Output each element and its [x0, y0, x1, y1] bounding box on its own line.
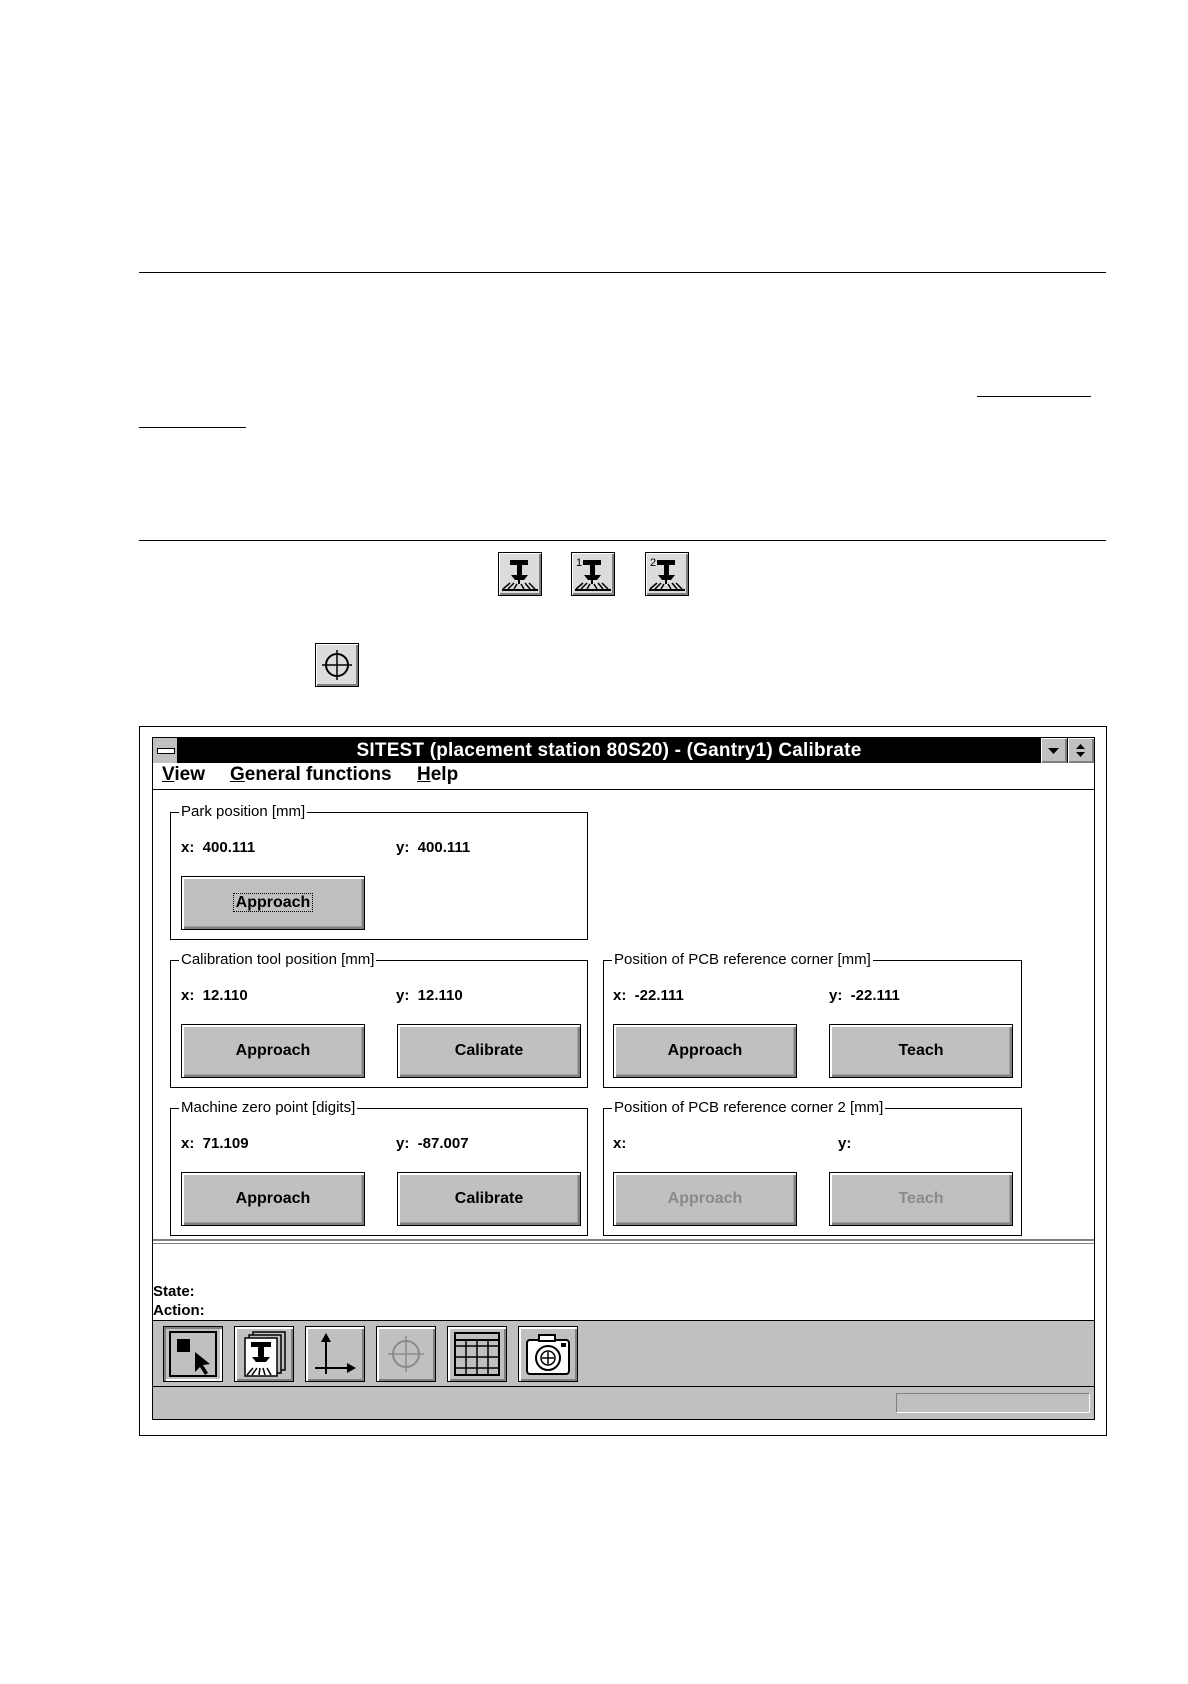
title-bar: [153, 738, 1094, 763]
park-x-value: x: 400.111: [181, 839, 256, 856]
axes-icon: [310, 1330, 360, 1378]
menu-general-label: eneral functions: [244, 764, 392, 785]
gantry-1-icon: [571, 552, 615, 596]
pcb-corner2-y-value: y:: [838, 1135, 852, 1152]
gantry-tool-button[interactable]: [234, 1326, 294, 1382]
machine-zero-approach-button[interactable]: Approach: [181, 1172, 365, 1226]
window-title: SITEST (placement station 80S20) - (Gantry1) Calibrate: [356, 740, 862, 761]
pcb-corner-2-group: [603, 1099, 1022, 1236]
gantry-stack-icon: [239, 1330, 289, 1378]
machine-zero-x-value: x: 71.109: [181, 1135, 249, 1152]
system-menu-button[interactable]: [153, 738, 178, 763]
calibration-tool-group: [170, 951, 588, 1088]
group-label: Park position [mm]: [181, 803, 306, 820]
pcb-corner-x-value: x: -22.111: [613, 987, 684, 1004]
menu-view-label: iew: [174, 764, 205, 785]
underline-mark-2: [139, 427, 246, 428]
pcb-corner-teach-button[interactable]: Teach: [829, 1024, 1013, 1078]
gantry-2-icon: [645, 552, 689, 596]
underline-mark-1: [977, 396, 1091, 397]
machine-zero-y-value: y: -87.007: [396, 1135, 469, 1152]
machine-zero-calibrate-button[interactable]: Calibrate: [397, 1172, 581, 1226]
axes-tool-button[interactable]: [305, 1326, 365, 1382]
status-pane: [896, 1393, 1090, 1413]
group-label: Machine zero point [digits]: [181, 1099, 356, 1116]
action-label: Action:: [153, 1302, 205, 1319]
gantry-1-digit: 1: [576, 557, 583, 569]
menu-help-mnemonic: H: [417, 764, 431, 785]
select-tool-button[interactable]: [163, 1326, 223, 1382]
menu-bar: [153, 763, 1094, 790]
restore-button[interactable]: [1067, 738, 1094, 763]
toolbar: [153, 1320, 1094, 1387]
system-menu-icon: [157, 748, 175, 754]
calib-tool-x-value: x: 12.110: [181, 987, 248, 1004]
calib-tool-calibrate-button[interactable]: Calibrate: [397, 1024, 581, 1078]
machine-zero-group: [170, 1099, 588, 1236]
pcb-corner-approach-button[interactable]: Approach: [613, 1024, 797, 1078]
state-label: State:: [153, 1283, 195, 1300]
menu-help[interactable]: [417, 764, 458, 786]
menu-view[interactable]: [162, 764, 205, 786]
pcb-corner2-approach-button[interactable]: Approach: [613, 1172, 797, 1226]
grid-icon: [452, 1330, 502, 1378]
camera-tool-button[interactable]: [518, 1326, 578, 1382]
status-bar: [153, 1387, 1094, 1419]
grid-tool-button[interactable]: [447, 1326, 507, 1382]
crosshair-icon: [315, 643, 359, 687]
menu-view-mnemonic: V: [162, 764, 175, 785]
park-approach-label: Approach: [233, 893, 314, 912]
park-y-value: y: 400.111: [396, 839, 471, 856]
menu-general-mnemonic: G: [230, 764, 245, 785]
menu-general-functions[interactable]: [230, 764, 392, 786]
calib-tool-y-value: y: 12.110: [396, 987, 463, 1004]
menu-help-label: elp: [430, 764, 459, 785]
group-label: Position of PCB reference corner [mm]: [614, 951, 871, 968]
camera-icon: [523, 1330, 573, 1378]
second-rule: [139, 540, 1106, 541]
pcb-corner2-x-value: x:: [613, 1135, 627, 1152]
crosshair-tool-button[interactable]: [376, 1326, 436, 1382]
gantry-icon: [498, 552, 542, 596]
minimize-arrow-icon: [1041, 738, 1066, 763]
pcb-corner-group: [603, 951, 1022, 1088]
group-label: Calibration tool position [mm]: [181, 951, 375, 968]
select-arrow-icon: [168, 1330, 218, 1378]
park-position-group: [170, 803, 588, 940]
separator: [153, 1239, 1094, 1244]
calib-tool-approach-button[interactable]: Approach: [181, 1024, 365, 1078]
top-rule: [139, 272, 1106, 273]
pcb-corner-y-value: y: -22.111: [829, 987, 900, 1004]
calibrate-window: [152, 737, 1095, 1420]
minimize-button[interactable]: [1040, 738, 1067, 763]
pcb-corner2-teach-button[interactable]: Teach: [829, 1172, 1013, 1226]
group-label: Position of PCB reference corner 2 [mm]: [614, 1099, 884, 1116]
park-approach-button[interactable]: [181, 876, 365, 930]
crosshair-icon: [381, 1330, 431, 1378]
gantry-2-digit: 2: [650, 557, 657, 569]
restore-arrows-icon: [1068, 738, 1093, 763]
